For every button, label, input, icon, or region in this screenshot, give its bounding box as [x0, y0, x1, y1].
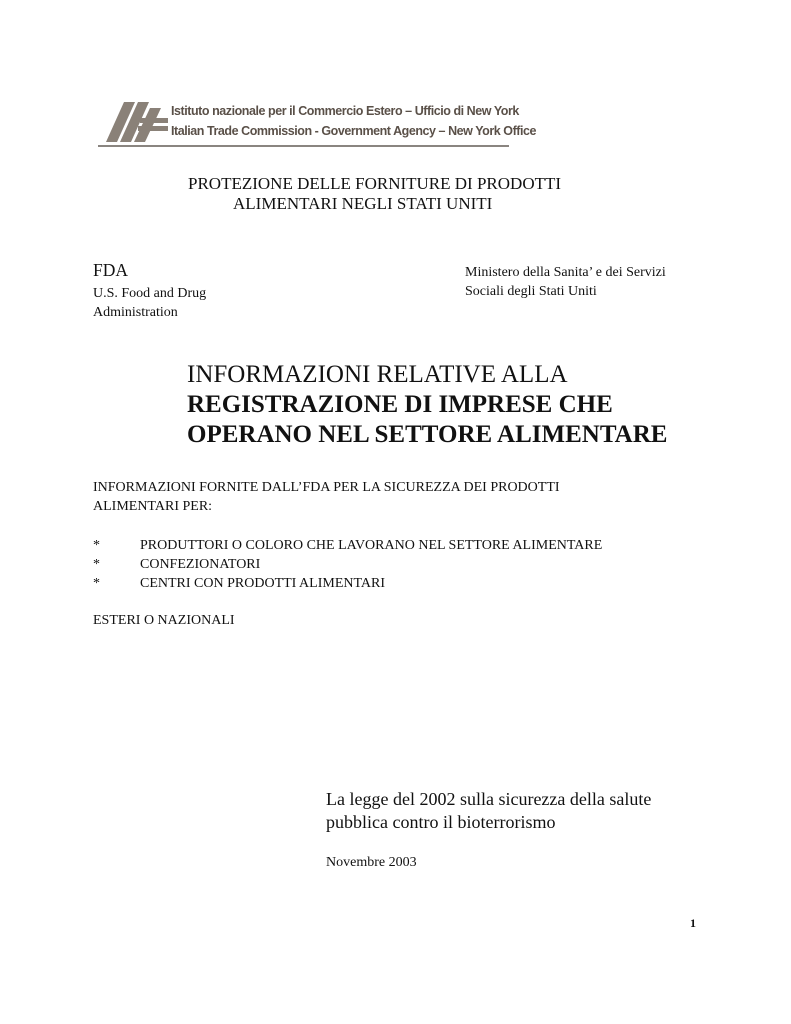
bullet-list	[93, 536, 602, 593]
info-paragraph	[93, 478, 560, 516]
fda-label: FDA	[93, 260, 129, 280]
main-heading-line-2: REGISTRAZIONE DI IMPRESE CHE	[187, 391, 613, 418]
list-item	[93, 536, 602, 555]
info-line-1: INFORMAZIONI FORNITE DALL’FDA PER LA SICUREZZA DEI PRODOTTI	[93, 480, 560, 495]
law-title	[326, 788, 651, 834]
fda-full-name	[93, 284, 206, 322]
document-title-line-1: PROTEZIONE DELLE FORNITURE DI PRODOTTI	[188, 174, 562, 193]
bullet-text: PRODUTTORI O COLORO CHE LAVORANO NEL SETTORE ALIMENTARE	[140, 538, 603, 553]
law-title-line-1: La legge del 2002 sulla sicurezza della salute	[326, 789, 652, 809]
bullet-marker: *	[93, 576, 100, 591]
list-item	[93, 574, 602, 593]
header-divider	[98, 145, 509, 147]
bullet-marker: *	[93, 557, 100, 572]
ministry-name-line-1: Ministero della Sanita’ e dei Servizi	[465, 265, 666, 280]
ministry-name	[465, 263, 666, 301]
fda-full-name-line-1: U.S. Food and Drug	[93, 286, 207, 301]
main-heading-line-3: OPERANO NEL SETTORE ALIMENTARE	[187, 421, 668, 448]
main-heading	[187, 360, 667, 450]
law-title-line-2: pubblica contro il bioterrorismo	[326, 812, 556, 832]
fda-full-name-line-2: Administration	[93, 305, 178, 320]
bullet-text: CENTRI CON PRODOTTI ALIMENTARI	[140, 576, 386, 591]
header-institute-line: Istituto nazionale per il Commercio Estero – Ufficio di New York	[171, 104, 519, 118]
ministry-name-line-2: Sociali degli Stati Uniti	[465, 284, 597, 299]
document-title-line-2: ALIMENTARI NEGLI STATI UNITI	[233, 194, 493, 213]
page-number: 1	[690, 916, 696, 930]
main-heading-line-1: INFORMAZIONI RELATIVE ALLA	[187, 361, 568, 388]
bullet-text: CONFEZIONATORI	[140, 557, 261, 572]
header-commission-line: Italian Trade Commission - Government Agency – New York Office	[171, 124, 537, 138]
list-item	[93, 555, 602, 574]
info-line-2: ALIMENTARI PER:	[93, 499, 213, 514]
bullet-marker: *	[93, 538, 100, 553]
ice-logo-icon	[104, 98, 168, 144]
publication-date: Novembre 2003	[326, 855, 417, 870]
scope-text: ESTERI O NAZIONALI	[93, 613, 235, 628]
